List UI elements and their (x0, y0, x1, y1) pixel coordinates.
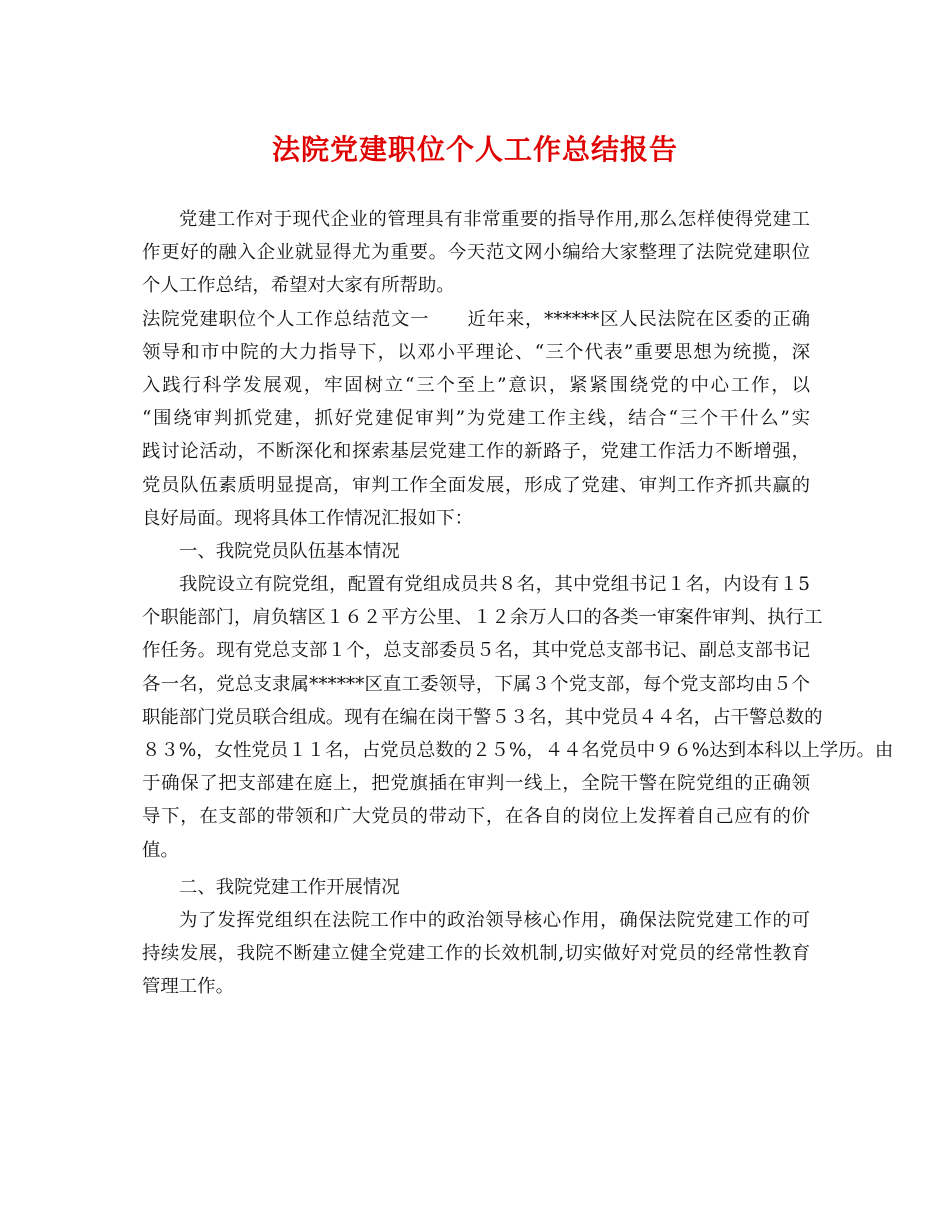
body-line: 个职能部门，肩负辖区１６２平方公里、１２余万人口的各类一审案件审判、执行工 (142, 607, 823, 629)
body-line: 法院党建职位个人工作总结范文一 近年来，******区人民法院在区委的正确 (142, 308, 810, 330)
section-heading: 二、我院党建工作开展情况 (179, 876, 400, 898)
body-line: 领导和市中院的大力指导下，以邓小平理论、“三个代表”重要思想为统揽，深 (142, 341, 810, 363)
section-heading: 一、我院党员队伍基本情况 (179, 540, 400, 562)
body-line: 我院设立有院党组，配置有党组成员共８名，其中党组书记１名，内设有１5 (179, 574, 810, 596)
page-title: 法院党建职位个人工作总结报告 (271, 133, 678, 166)
body-line: 于确保了把支部建在庭上，把党旗插在审判一线上，全院干警在院党组的正确领 (142, 773, 810, 795)
body-line: 值。 (142, 839, 179, 861)
body-line: 职能部门党员联合组成。现有在编在岗干警５３名，其中党员４４名，占干警总数的 (142, 706, 823, 728)
document-body (142, 203, 894, 1004)
body-line: “围绕审判抓党建，抓好党建促审判”为党建工作主线，结合“三个干什么”实 (142, 408, 810, 430)
body-line: 作任务。现有党总支部１个，总支部委员５名，其中党总支部书记、副总支部书记 (142, 640, 810, 662)
body-line: 入践行科学发展观，牢固树立“三个至上”意识，紧紧围绕党的中心工作，以 (142, 374, 810, 396)
body-line: 良好局面。现将具体工作情况汇报如下： (142, 507, 474, 529)
body-line: 各一名，党总支隶属******区直工委领导，下属３个党支部，每个党支部均由５个 (142, 673, 810, 695)
body-line: 导下，在支部的带领和广大党员的带动下，在各自的岗位上发挥着自己应有的价 (142, 806, 810, 828)
body-line: 个人工作总结，希望对大家有所帮助。 (142, 275, 455, 297)
body-line: 持续发展，我院不断建立健全党建工作的长效机制,切实做好对党员的经常性教育 (142, 943, 810, 965)
body-line: 为了发挥党组织在法院工作中的政治领导核心作用，确保法院党建工作的可 (179, 909, 810, 931)
body-line: 管理工作。 (142, 976, 234, 998)
body-line: ８３%，女性党员１１名，占党员总数的２５%，４４名党员中９６%达到本科以上学历。由 (142, 740, 894, 761)
body-line: 党员队伍素质明显提高，审判工作全面发展，形成了党建、审判工作齐抓共赢的 (142, 474, 810, 496)
body-line: 作更好的融入企业就显得尤为重要。今天范文网小编给大家整理了法院党建职位 (142, 242, 810, 264)
body-line: 党建工作对于现代企业的管理具有非常重要的指导作用,那么怎样使得党建工 (179, 209, 810, 230)
body-line: 践讨论活动，不断深化和探索基层党建工作的新路子，党建工作活力不断增强， (142, 441, 810, 463)
